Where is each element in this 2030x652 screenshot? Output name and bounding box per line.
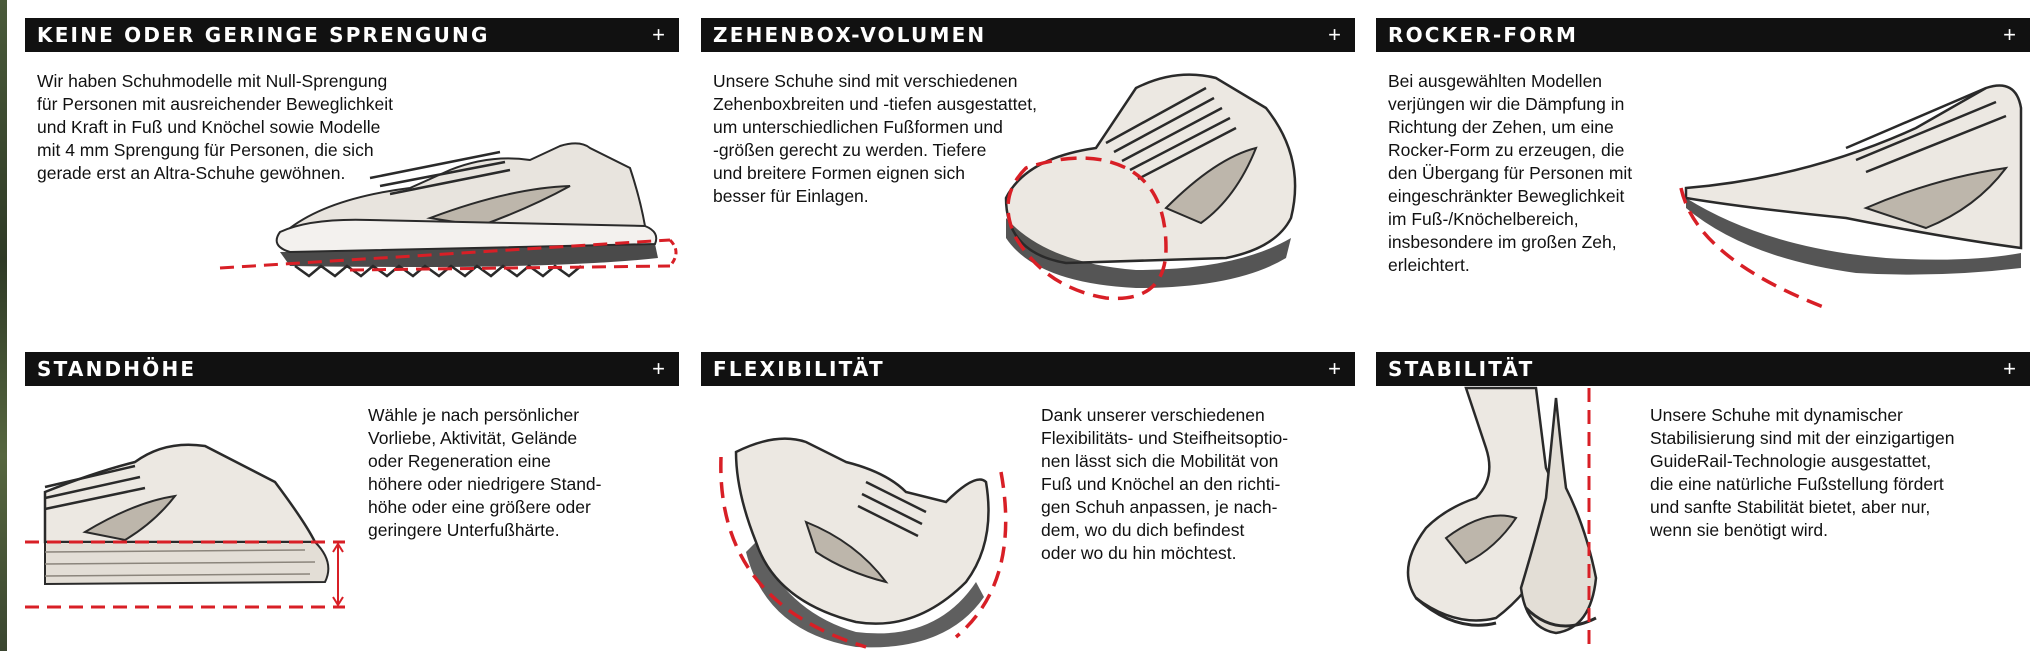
shoe-toebox-icon	[986, 48, 1306, 318]
shoe-flex-icon	[716, 432, 1026, 652]
expand-plus-icon[interactable]: +	[2003, 356, 2016, 381]
shoe-rocker-icon	[1686, 68, 2026, 318]
section-title: ROCKER-FORM	[1388, 23, 1579, 47]
section-description: Dank unserer verschiedenen Flexibilitäts- und Steifheitsoptio- nen lässt sich die Mobilität von Fuß und Knöchel an den richti- gen Schuh anpassen, je nach- dem, wo du dich befindest oder wo du hin möchtest.	[1041, 405, 1289, 563]
feature-card-drop	[25, 18, 679, 318]
accordion-header-stability[interactable]	[1376, 352, 2030, 386]
shoe-stability-icon	[1386, 388, 1641, 650]
shoe-stack-height-icon	[25, 432, 355, 652]
feature-card-stability	[1376, 352, 2030, 652]
accordion-header-rocker[interactable]	[1376, 18, 2030, 52]
section-description: Wähle je nach persönlicher Vorliebe, Aktivität, Gelände oder Regeneration eine höhere oder niedrigere Stand- höhe oder eine größere oder geringere Unterfußhärte.	[368, 405, 602, 540]
feature-card-rocker	[1376, 18, 2030, 318]
section-title: KEINE ODER GERINGE SPRENGUNG	[37, 23, 490, 47]
expand-plus-icon[interactable]: +	[652, 356, 665, 381]
feature-card-stack-height	[25, 352, 679, 652]
section-title: FLEXIBILITÄT	[713, 357, 885, 381]
expand-plus-icon[interactable]: +	[1328, 22, 1341, 47]
left-edge-strip	[0, 0, 7, 651]
expand-plus-icon[interactable]: +	[2003, 22, 2016, 47]
accordion-header-stack-height[interactable]	[25, 352, 679, 386]
accordion-header-flexibility[interactable]	[701, 352, 1355, 386]
section-title: ZEHENBOX-VOLUMEN	[713, 23, 987, 47]
feature-card-flexibility	[701, 352, 1355, 652]
accordion-header-drop[interactable]	[25, 18, 679, 52]
section-description: Unsere Schuhe sind mit verschiedenen Zehenboxbreiten und -tiefen ausgestattet, um unterschiedlichen Fußformen und -größen gerecht zu werden. Tiefere und breitere Formen eignen sich besser für Einlagen.	[713, 71, 1037, 206]
section-description: Bei ausgewählten Modellen verjüngen wir die Dämpfung in Richtung der Zehen, um eine Rocker-Form zu erzeugen, die den Übergang für Personen mit eingeschränkter Beweglichkeit im Fuß-/Knöchelbereich, insbesondere im großen Zeh, erleichtert.	[1388, 71, 1633, 275]
shoe-side-drop-icon	[250, 148, 680, 308]
section-description: Unsere Schuhe mit dynamischer Stabilisierung sind mit der einzigartigen GuideRail-Technologie ausgestattet, die eine natürliche Fußstellung fördert und sanfte Stabilität bietet, aber nur, wenn sie benötigt wird.	[1650, 405, 1955, 540]
feature-card-toebox	[701, 18, 1355, 318]
section-title: STANDHÖHE	[37, 357, 197, 381]
expand-plus-icon[interactable]: +	[652, 22, 665, 47]
accordion-header-toebox[interactable]	[701, 18, 1355, 52]
section-description: Wir haben Schuhmodelle mit Null-Sprengung für Personen mit ausreichender Beweglichkeit und Kraft in Fuß und Knöchel sowie Modelle mit 4 mm Sprengung für Personen, die sich gerade erst an Altra-Schuhe gewöhnen.	[37, 71, 394, 183]
section-title: STABILITÄT	[1388, 357, 1535, 381]
expand-plus-icon[interactable]: +	[1328, 356, 1341, 381]
